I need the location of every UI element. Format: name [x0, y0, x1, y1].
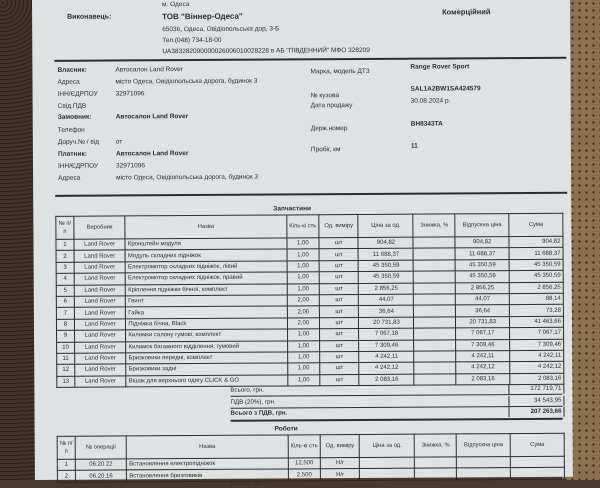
table-cell: 2 856,25 — [456, 282, 510, 294]
table-cell: 7 067,17 — [510, 327, 564, 339]
table-cell — [414, 362, 456, 374]
table-cell — [457, 468, 511, 480]
vin-value: SAL1A2BW1SA424579 — [410, 85, 481, 93]
table-cell: 4 242,11 — [510, 350, 564, 362]
table-cell: 2 — [57, 471, 75, 482]
city: м. Одеса — [162, 1, 190, 9]
table-cell: 2 856,25 — [509, 282, 563, 294]
table-cell: 10 — [57, 342, 75, 353]
table-cell: шт — [319, 249, 359, 261]
table-cell: Н/г — [320, 469, 360, 481]
table-cell: 1,00 — [287, 329, 319, 341]
customer-label: Замовник: — [57, 113, 92, 121]
payer-address-value: місто Одеса, Овідіопольська дорога, будинок 3 — [116, 173, 259, 182]
parts-title: Запчастини — [273, 205, 312, 213]
table-cell: 8 — [56, 319, 74, 330]
table-cell: 7 309,46 — [359, 340, 414, 352]
table-cell: 20 731,83 — [359, 317, 414, 329]
table-cell — [457, 457, 511, 469]
table-cell: 2 — [56, 251, 74, 262]
table-cell: 45 350,59 — [455, 259, 509, 271]
parts-total-value: 172 719,71 — [508, 384, 564, 394]
table-cell: Land Rover — [74, 307, 125, 319]
payer-label: Платник: — [57, 150, 87, 158]
table-cell: 5 — [56, 285, 74, 296]
table-cell — [414, 305, 456, 317]
table-cell: 2,00 — [287, 295, 319, 307]
table-cell: 13 — [57, 376, 75, 387]
table-cell: 904,82 — [509, 236, 563, 248]
executor-name: ТОВ "Віннер-Одеса" — [162, 11, 243, 22]
table-cell — [414, 339, 456, 351]
table-cell: 4 — [56, 273, 74, 284]
table-cell: Гвинт — [126, 295, 287, 307]
table-cell: 44,07 — [359, 294, 414, 306]
table-cell — [414, 282, 456, 294]
table-cell: 3 — [56, 262, 74, 273]
col-maker: Виробник — [74, 216, 126, 239]
table-cell: шт — [320, 351, 360, 363]
table-cell: шт — [319, 260, 359, 272]
table-cell: 2 083,16 — [510, 373, 564, 385]
table-cell: 1,00 — [287, 340, 319, 352]
table-cell: Land Rover — [74, 273, 125, 285]
works-title: Роботи — [274, 425, 298, 433]
table-cell — [414, 260, 456, 272]
table-cell: 20 731,83 — [456, 316, 510, 328]
phone-label: Телефон — [57, 126, 85, 134]
payer-address-label: Адреса — [58, 174, 81, 182]
table-cell: 36,64 — [456, 305, 510, 317]
table-cell: 45 350,59 — [509, 270, 563, 282]
table-cell: шт — [320, 340, 360, 352]
table-cell: 1,00 — [287, 283, 319, 295]
table-cell: шт — [320, 363, 360, 375]
table-cell: Встановлення бризговиків — [127, 469, 288, 481]
table-cell: шт — [319, 238, 359, 250]
table-cell: Land Rover — [75, 376, 126, 388]
table-cell: 88,14 — [509, 293, 563, 305]
executor-label: Виконавець: — [67, 13, 112, 21]
table-cell: 7 309,46 — [456, 339, 510, 351]
col-sale-price: Відпускна ціна — [455, 214, 509, 237]
table-cell — [414, 317, 456, 329]
works-table — [57, 433, 565, 483]
table-cell: 06.20.16 — [75, 470, 126, 482]
col-num: № п/п — [57, 436, 75, 459]
table-cell — [414, 351, 456, 363]
vat-cert-label: Свід.ПДВ — [57, 102, 87, 110]
sale-date-value: 30.08.2024 р. — [410, 97, 451, 105]
parts-total-vat-label: Всього з ПДВ, грн. — [230, 409, 288, 417]
table-cell — [415, 457, 457, 469]
table-cell: 7 067,17 — [456, 328, 510, 340]
table-cell: шт — [319, 306, 359, 318]
sale-date-label: Дата продажу — [310, 102, 353, 110]
col-unit: Од. виміру — [319, 215, 359, 238]
table-cell: 06.20.22 — [75, 459, 126, 471]
col-price: Ціна за од. — [358, 214, 413, 237]
table-cell: Кронштейн модуля — [125, 238, 286, 250]
table-cell: 4 242,12 — [510, 362, 564, 374]
col-discount: Знижка, % — [413, 214, 455, 237]
table-cell: 11 — [57, 353, 75, 364]
parts-total-label: Всього, грн. — [230, 386, 265, 394]
model-label: Марка, модель ДТЗ — [310, 67, 370, 76]
table-cell: 12,500 — [288, 458, 320, 470]
table-cell: Land Rover — [74, 296, 125, 308]
table-cell: 12 — [57, 365, 75, 376]
payer-value: Автосалон Land Rover — [115, 150, 189, 158]
table-cell — [414, 248, 456, 260]
table-cell: 1,00 — [288, 374, 320, 386]
mileage-value: 11 — [410, 142, 418, 150]
table-cell: Встановлення електропідніжок — [127, 458, 288, 470]
table-cell: 11 688,37 — [359, 249, 414, 261]
table-cell: 904,82 — [358, 237, 413, 249]
table-cell: Підніжка бічна, Black — [126, 318, 287, 330]
plate-label: Держ.номер — [310, 125, 348, 133]
executor-bank: UA383282090000026006010028228 в АБ "ПІВДЕННИЙ" МФО 328209 — [162, 46, 370, 56]
table-cell: 2 083,16 — [456, 373, 510, 385]
table-cell: 4 242,11 — [456, 350, 510, 362]
table-cell: 9 — [57, 330, 75, 341]
parts-header-row — [56, 213, 563, 239]
table-cell: Land Rover — [75, 364, 126, 376]
table-cell: шт — [319, 272, 359, 284]
table-cell — [414, 294, 456, 306]
table-cell: Модуль складних підніжок — [125, 249, 286, 261]
table-cell: 45 350,59 — [509, 259, 563, 271]
executor-phone: Тел.(048) 734-18-00 — [162, 36, 222, 45]
table-cell: 1,00 — [287, 272, 319, 284]
col-qty: Кіль-кі сть — [288, 435, 320, 458]
table-cell: Land Rover — [74, 330, 125, 342]
parts-vat-label: ПДВ (20%), грн. — [230, 398, 276, 406]
table-cell — [510, 456, 564, 468]
inn-label: ІНН/ЄДРПОУ — [57, 90, 98, 98]
parts-vat-value: 34 543,95 — [508, 396, 564, 406]
proxy-label: Доруч.№ / від — [57, 138, 100, 146]
table-cell: 1,00 — [287, 352, 319, 364]
table-cell — [415, 468, 457, 480]
table-cell: 1,00 — [287, 363, 319, 375]
payer-inn-value: 32971096 — [115, 162, 145, 170]
table-cell: Land Rover — [75, 353, 126, 365]
model-value: Range Rover Sport — [410, 63, 470, 71]
table-cell: 1,00 — [287, 249, 319, 261]
proxy-value: от — [115, 138, 123, 146]
table-cell: 41 463,66 — [510, 316, 564, 328]
invoice-document — [32, 0, 573, 487]
parts-total-vat-value: 207 263,66 — [508, 407, 564, 417]
mileage-label: Пробіг, км — [310, 146, 341, 154]
table-cell: Килимки салону гумові, комплект — [126, 329, 287, 341]
col-sum: Сума — [510, 433, 564, 456]
col-operation: № операції — [75, 436, 127, 459]
works-total-label: Всього, грн. — [230, 479, 265, 487]
inn-value: 32971096 — [115, 90, 145, 98]
table-cell: Бризковики задні — [126, 363, 287, 375]
table-cell: Бризковики передні, комплект — [126, 352, 287, 364]
table-cell: 1,00 — [287, 238, 319, 250]
address-value: місто Одеса, Овідіопольська дорога, будинок 3 — [115, 77, 258, 86]
table-cell: 73,28 — [509, 305, 563, 317]
table-cell: Електромотор складних підніжок, правий — [125, 272, 286, 284]
table-cell: Електромотор складних підніжок, лівий — [125, 261, 286, 273]
address-label: Адреса — [57, 78, 80, 86]
table-cell: 45 350,59 — [455, 271, 509, 283]
table-cell: Land Rover — [74, 319, 125, 331]
table-cell: шт — [319, 294, 359, 306]
table-cell: 44,07 — [456, 294, 510, 306]
table-cell: 11 688,37 — [509, 248, 563, 260]
table-cell: 7 067,18 — [359, 328, 414, 340]
col-num: № п/п — [56, 216, 74, 239]
table-cell: Гайка — [126, 306, 287, 318]
table-cell: 4 242,12 — [456, 362, 510, 374]
table-cell: 2 856,25 — [359, 283, 414, 295]
table-cell: шт — [320, 329, 360, 341]
table-cell: 2,00 — [287, 306, 319, 318]
table-cell: Land Rover — [74, 239, 125, 251]
table-cell — [413, 237, 455, 249]
table-cell: 11 688,37 — [455, 248, 509, 260]
table-cell: 4 242,12 — [359, 362, 414, 374]
table-cell: Land Rover — [75, 341, 126, 353]
table-cell: 1,00 — [287, 261, 319, 273]
executor-address: 65036, Одеса, Овідіопольська дор, 3-Б — [162, 25, 280, 34]
table-cell: Кріплення підніжки бічної, комплект — [126, 284, 287, 296]
table-cell — [414, 374, 456, 386]
invoice-type: Комерційний — [442, 7, 491, 17]
table-cell: 904,82 — [455, 237, 509, 249]
table-cell — [414, 328, 456, 340]
col-qty: Кіль-кі сть — [287, 215, 319, 238]
table-cell: 45 350,59 — [359, 260, 414, 272]
parts-table — [55, 213, 564, 388]
table-cell: Вішак для верхнього одягу CLICK & GO — [126, 375, 287, 387]
table-cell: 4 242,11 — [359, 351, 414, 363]
table-cell — [414, 271, 456, 283]
divider — [54, 57, 566, 62]
table-cell: 2,500 — [288, 469, 320, 481]
works-header-row — [57, 433, 564, 459]
table-cell: 7 — [56, 308, 74, 319]
table-cell: Килимок багажного відділення, гумовий — [126, 340, 287, 352]
table-cell: шт — [319, 283, 359, 295]
col-sale-price: Відпускна ціна — [456, 434, 510, 457]
col-price: Ціна за од. — [360, 434, 415, 457]
table-cell — [360, 469, 415, 481]
owner-label: Власник: — [57, 66, 87, 74]
col-name: Назва — [126, 435, 288, 459]
table-cell: Land Rover — [74, 284, 125, 296]
col-unit: Од. виміру — [320, 435, 360, 458]
table-cell — [510, 468, 564, 480]
customer-value: Автосалон Land Rover — [115, 113, 189, 121]
col-sum: Сума — [509, 213, 563, 236]
table-cell: 2,00 — [287, 317, 319, 329]
divider — [231, 418, 563, 422]
vin-label: № кузова — [310, 92, 340, 100]
table-cell: 1 — [57, 459, 75, 470]
table-cell: Land Rover — [74, 250, 125, 262]
table-cell: Н/г — [320, 458, 360, 470]
col-discount: Знижка, % — [415, 434, 457, 457]
payer-inn-label: ІНН/ЄДРПОУ — [57, 162, 99, 170]
owner-value: Автосалон Land Rover — [115, 66, 183, 74]
table-cell: шт — [320, 374, 360, 386]
table-cell: шт — [319, 317, 359, 329]
table-cell: 7 309,46 — [510, 339, 564, 351]
table-cell: 2 083,16 — [359, 374, 414, 386]
table-cell — [360, 457, 415, 469]
divider — [55, 192, 567, 197]
table-row — [57, 373, 564, 387]
table-cell: Land Rover — [74, 262, 125, 274]
table-cell: 1 — [56, 239, 74, 250]
col-name: Назва — [125, 215, 287, 239]
table-cell: 36,64 — [359, 306, 414, 318]
table-cell: 45 350,59 — [359, 271, 414, 283]
plate-value: ВН8343ТА — [410, 120, 443, 128]
table-cell: 6 — [56, 296, 74, 307]
